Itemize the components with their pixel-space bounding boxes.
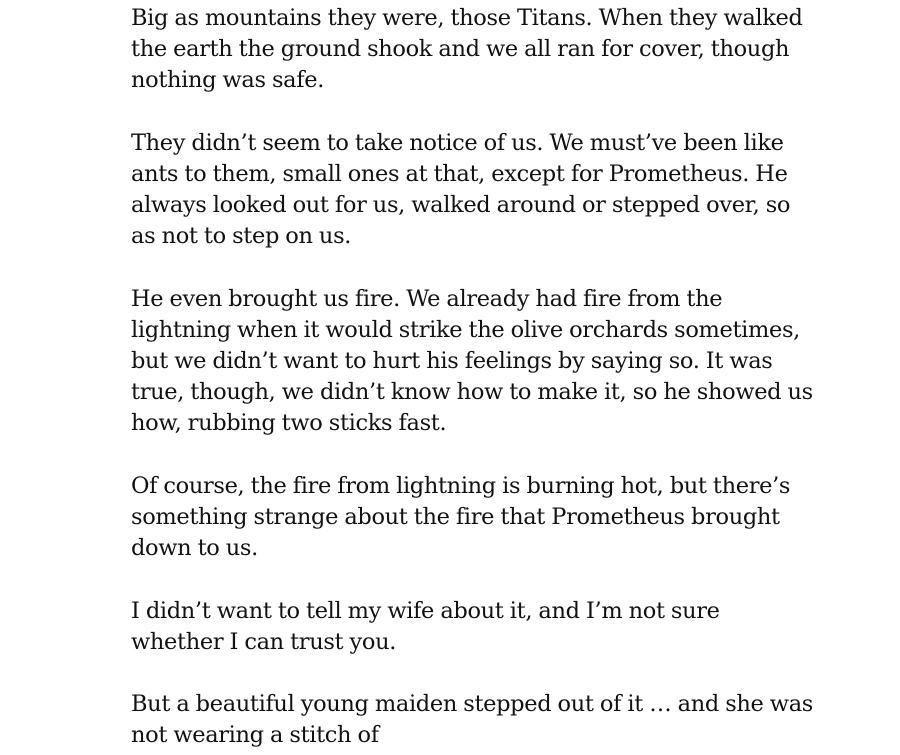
text-line: But a beautiful young maiden stepped out of it … and she was: [131, 691, 813, 718]
paragraph-6: [131, 689, 871, 751]
text-line: I didn’t want to tell my wife about it, and I’m not sure: [131, 597, 720, 624]
text-line: as not to step on us.: [131, 223, 352, 250]
text-line: something strange about the fire that Prometheus brought: [131, 504, 780, 530]
text-line: Of course, the fire from lightning is burning hot, but there’s: [131, 472, 791, 499]
paragraph-1: [131, 3, 871, 97]
text-line: ants to them, small ones at that, except for Prometheus. He: [131, 160, 788, 187]
text-line: Big as mountains they were, those Titans. When they walked: [131, 5, 803, 31]
text-line: lightning when it would strike the olive orchards sometimes,: [131, 316, 800, 343]
text-line: down to us.: [131, 535, 258, 562]
paragraph-3: [131, 284, 871, 440]
text-line: They didn’t seem to take notice of us. We must’ve been like: [131, 129, 784, 156]
text-line: whether I can trust you.: [131, 628, 397, 655]
text-line: true, though, we didn’t know how to make it, so he showed us: [131, 379, 813, 406]
story-text: [131, 3, 871, 755]
text-line: but we didn’t want to hurt his feelings by saying so. It was: [131, 348, 773, 375]
text-line: how, rubbing two sticks fast.: [131, 410, 447, 437]
text-line: the earth the ground shook and we all ran for cover, though: [131, 36, 790, 63]
text-line: always looked out for us, walked around or stepped over, so: [131, 192, 791, 219]
paragraph-2: [131, 128, 871, 253]
text-line: not wearing a stitch of: [131, 722, 379, 749]
text-line: He even brought us fire. We already had fire from the: [131, 285, 723, 312]
paragraph-4: [131, 471, 871, 565]
text-line: nothing was safe.: [131, 67, 324, 94]
paragraph-5: [131, 596, 871, 658]
